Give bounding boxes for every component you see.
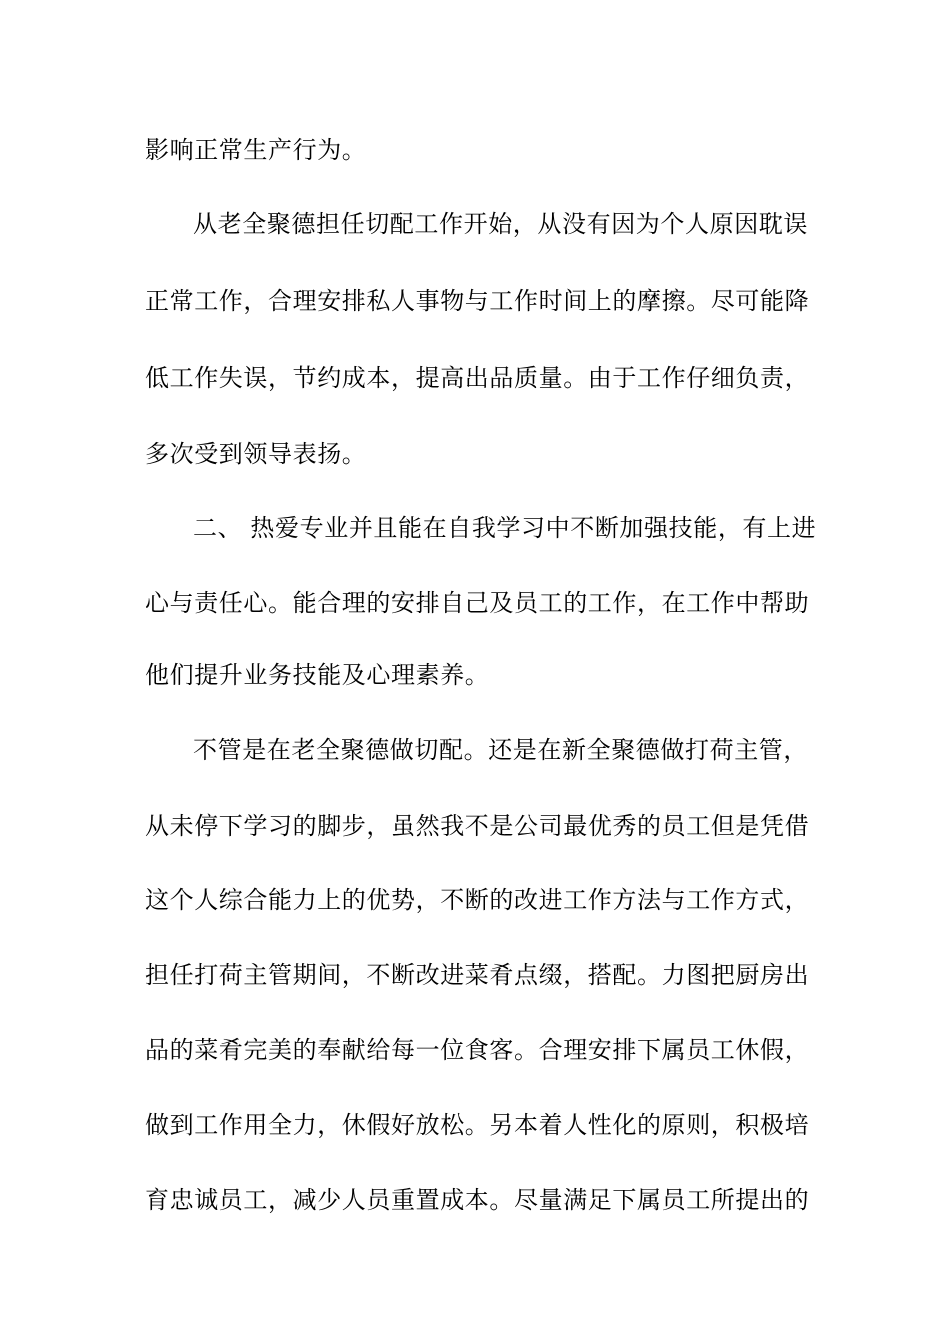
paragraph-first-line: 从老全聚德担任切配工作开始，从没有因为个人原因耽误 bbox=[193, 210, 808, 238]
text-line: 做到工作用全力，休假好放松。另本着人性化的原则，积极培 bbox=[145, 1111, 810, 1139]
text-line: 低工作失误，节约成本，提高出品质量。由于工作仔细负责， bbox=[145, 364, 810, 392]
text-line: 担任打荷主管期间，不断改进菜肴点缀，搭配。力图把厨房出 bbox=[145, 961, 810, 989]
text-line: 影响正常生产行为。 bbox=[145, 136, 367, 164]
text-line: 心与责任心。能合理的安排自己及员工的工作，在工作中帮助 bbox=[145, 589, 810, 617]
paragraph-first-line: 不管是在老全聚德做切配。还是在新全聚德做打荷主管， bbox=[193, 736, 808, 764]
section-heading-line: 二、 热爱专业并且能在自我学习中不断加强技能，有上进 bbox=[193, 514, 817, 542]
text-line: 多次受到领导表扬。 bbox=[145, 440, 367, 468]
text-line: 从未停下学习的脚步，虽然我不是公司最优秀的员工但是凭借 bbox=[145, 812, 810, 840]
text-line: 品的菜肴完美的奉献给每一位食客。合理安排下属员工休假， bbox=[145, 1036, 810, 1064]
text-line: 这个人综合能力上的优势，不断的改进工作方法与工作方式， bbox=[145, 886, 810, 914]
text-line: 他们提升业务技能及心理素养。 bbox=[145, 661, 490, 689]
text-line: 正常工作，合理安排私人事物与工作时间上的摩擦。尽可能降 bbox=[145, 287, 810, 315]
text-line: 育忠诚员工，减少人员重置成本。尽量满足下属员工所提出的 bbox=[145, 1186, 810, 1214]
